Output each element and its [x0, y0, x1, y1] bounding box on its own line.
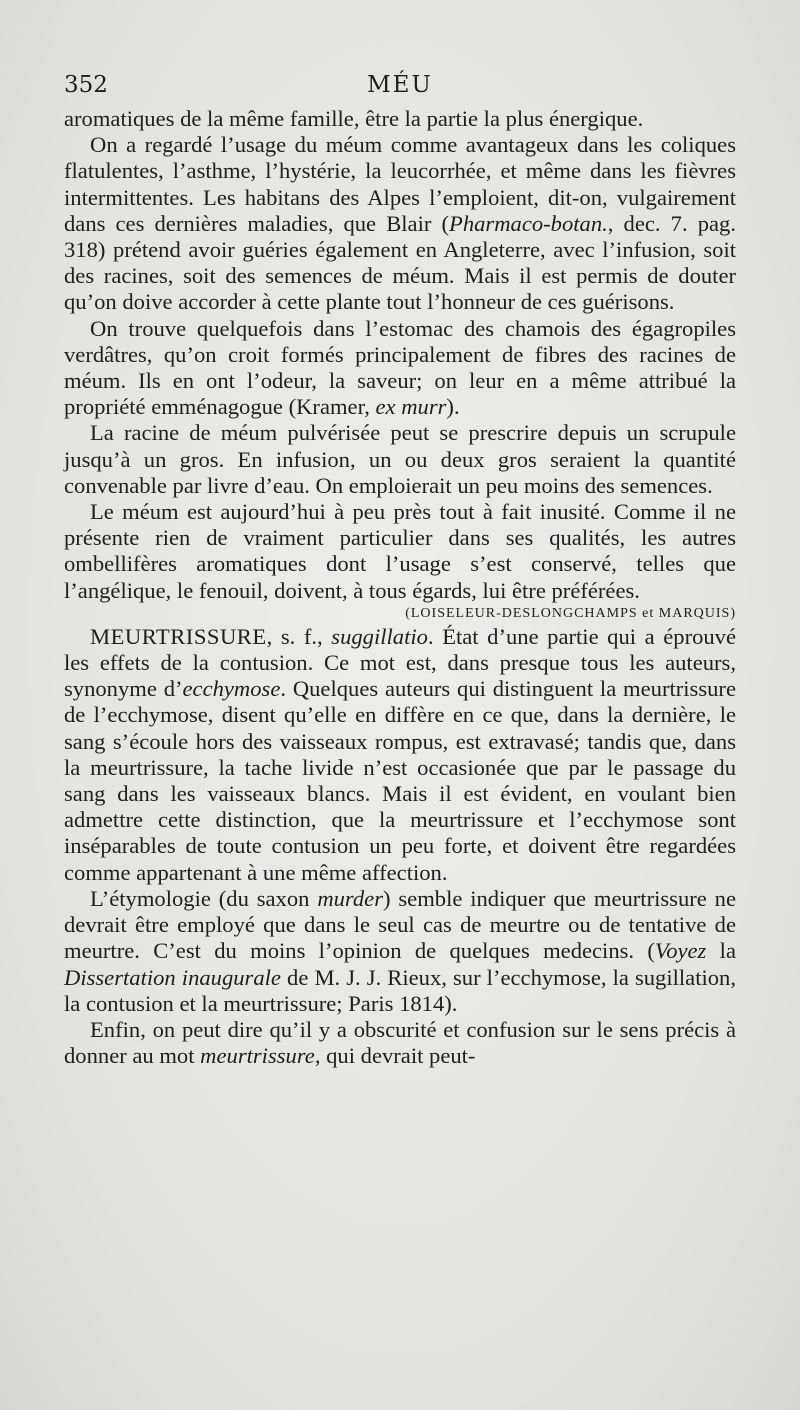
- page-header: [64, 72, 736, 106]
- paragraph-etymology: L’étymologie (du saxon murder) semble indiquer que meurtrissure ne devrait être employé que dans le seul cas de meurtre ou de tentative de meurtre. C’est du moins l’opinion de quelques medecins. (Voyez la Dissertation inaugurale de M. J. J. Rieux, sur l’ecchymose, la sugillation, la contusion et la meurtrissure; Paris 1814).: [64, 885, 737, 1016]
- author-signature: (LOISELEUR-DESLONGCHAMPS et MARQUIS): [405, 605, 736, 621]
- paragraph-4: La racine de méum pulvérisée peut se prescrire depuis un scrupule jusqu’à un gros. En infusion, un ou deux gros seraient la quantité convenable par livre d’eau. On emploierait un peu moins des semences.: [64, 420, 736, 498]
- citation-ref: ex murr: [375, 394, 447, 420]
- page-number: 352: [64, 72, 108, 98]
- paragraph-5: Le méum est aujourd’hui à peu près tout à fait inusité. Comme il ne présente rien de vraiment particulier dans ses qualités, les autres ombellifères aromatiques dont l’usage s’est conservé, telles que l’angélique, le fenouil, doivent, à tous égards, lui être préférées.: [64, 499, 736, 603]
- paragraph-3: On trouve quelquefois dans l’estomac des chamois des égagropiles verdâtres, qu’on croit formés principalement de fibres des racines de méum. Ils en ont l’odeur, la saveur; on leur en a même attribué la propriété emménagogue (Kramer, ex murr).: [64, 315, 736, 420]
- entry-term: MEURTRISSURE: [90, 623, 267, 649]
- paragraph-1: aromatiques de la même famille, être la partie la plus énergique.: [64, 106, 644, 131]
- running-head: MÉU: [367, 72, 433, 98]
- entry-meurtrissure: MEURTRISSURE, s. f., suggillatio. État d’une partie qui a éprouvé les effets de la contusion. Ce mot est, dans presque tous les auteurs, synonyme d’ecchymose. Quelques auteurs qui distinguent la meurtrissure de l’ecchymose, disent qu’elle en diffère en ce que, dans la dernière, le sang s’écoule hors des vaisseaux rompus, est extravasé; tandis que, dans la meurtrissure, la tache livide n’est occasionée que par le passage du sang dans les vaisseaux blancs. Mais il est évident, en voulant bien admettre cette distinction, que la meurtrissure et l’ecchymose sont inséparables de toute contusion un peu forte, et doivent être regardées comme appartenant à une même affection.: [64, 623, 737, 885]
- paragraph-final: Enfin, on peut dire qu’il y a obscurité et confusion sur le sens précis à donner au mot meurtrissure, qui devrait peut-: [64, 1016, 736, 1069]
- citation-title: Pharmaco-botan.: [449, 210, 608, 236]
- page-body: [64, 106, 736, 1069]
- paragraph-2: On a regardé l’usage du méum comme avantageux dans les coliques flatulentes, l’asthme, l’hystérie, la leucorrhée, et même dans les fièvres intermittentes. Les habitans des Alpes l’emploient, dit-on, vulgairement dans ces dernières maladies, que Blair (Pharmaco-botan., dec. 7. pag. 318) prétend avoir guéries également en Angleterre, avec l’infusion, soit des racines, soit des semences de méum. Mais il est permis de douter qu’on doive accorder à cette plante tout l’honneur de ces guérisons.: [64, 132, 736, 315]
